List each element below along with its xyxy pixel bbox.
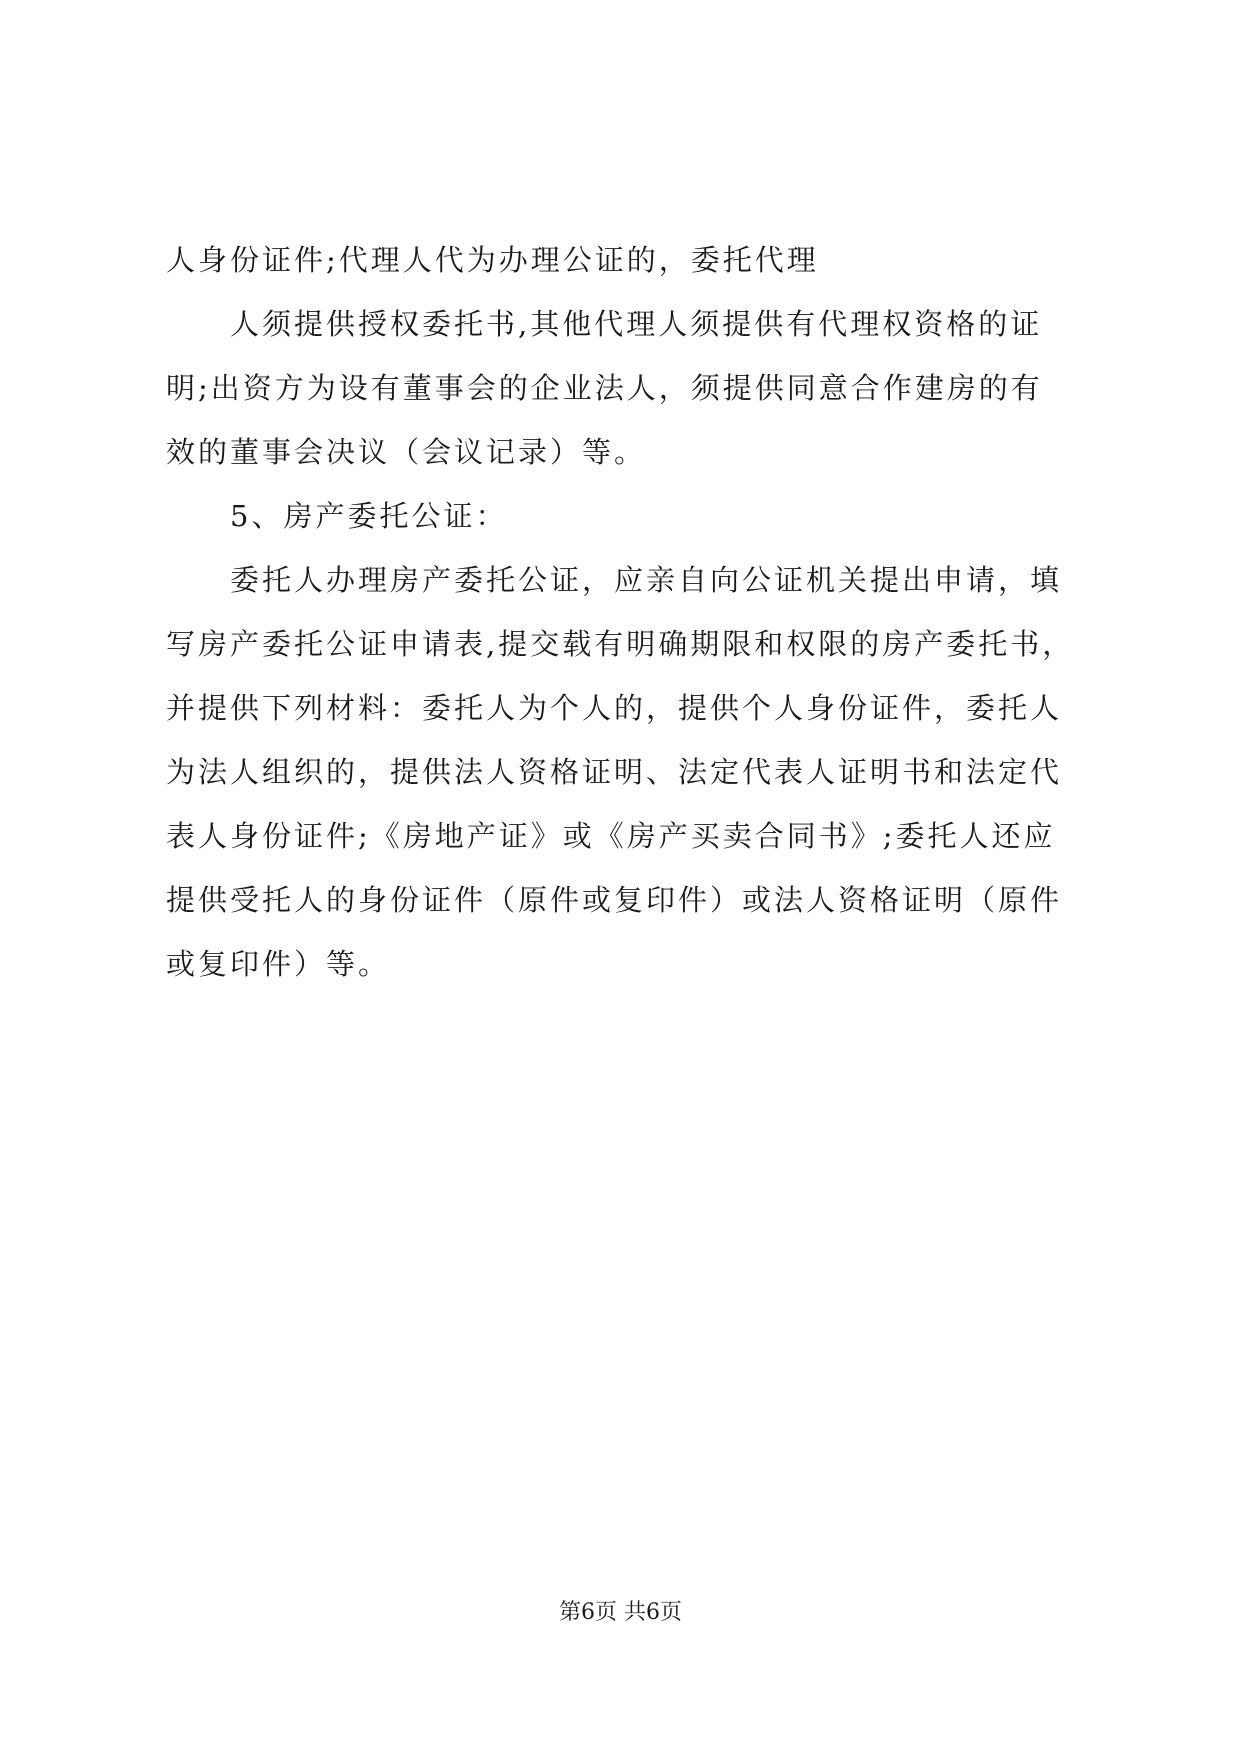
text-line: 效的董事会决议（会议记录）等。 [166, 435, 647, 469]
text-line: 明;出资方为设有董事会的企业法人，须提供同意合作建房的有 [166, 371, 1043, 405]
text-line: 委托人办理房产委托公证，应亲自向公证机关提出申请，填 [230, 563, 1063, 597]
document-body [166, 228, 1086, 996]
text-line: 人身份证件;代理人代为办理公证的，委托代理 [166, 243, 819, 277]
text-line: 或复印件）等。 [166, 947, 391, 981]
text-line: 人须提供授权委托书,其他代理人须提供有代理权资格的证 [230, 307, 1043, 341]
section-heading: 5、房产委托公证： [230, 499, 508, 533]
text-line: 写房产委托公证申请表,提交载有明确期限和权限的房产委托书， [166, 627, 1075, 661]
page-number-footer: 第6页 共6页 [559, 1600, 682, 1625]
text-line: 为法人组织的，提供法人资格证明、法定代表人证明书和法定代 [166, 755, 1063, 789]
text-line: 并提供下列材料：委托人为个人的，提供个人身份证件，委托人 [166, 691, 1063, 725]
text-line: 表人身份证件;《房地产证》或《房产买卖合同书》;委托人还应 [166, 819, 1056, 853]
text-line: 提供受托人的身份证件（原件或复印件）或法人资格证明（原件 [166, 883, 1063, 917]
